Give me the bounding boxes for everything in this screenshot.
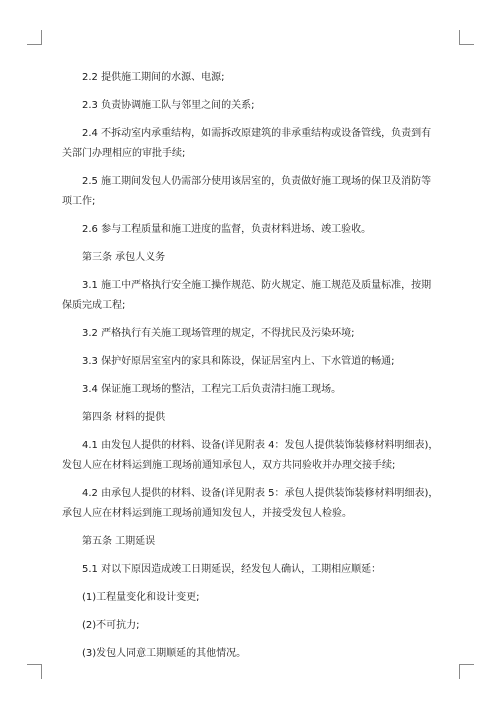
paragraph-line: (3)发包人同意工期顺延的其他情况。 bbox=[82, 648, 247, 659]
paragraph-line: 3.3 保护好原居室室内的家具和陈设，保证居室内上、下水管道的畅通; bbox=[82, 356, 395, 367]
paragraph bbox=[82, 352, 442, 372]
paragraph bbox=[62, 484, 442, 524]
crop-mark-bottom-left bbox=[27, 664, 42, 679]
paragraph bbox=[82, 588, 442, 608]
paragraph-line: (2)不可抗力; bbox=[82, 620, 140, 631]
paragraph bbox=[62, 172, 442, 212]
paragraph-line-continuation: 保质完成工程; bbox=[62, 300, 126, 311]
paragraph bbox=[62, 436, 442, 476]
paragraph-line: 2.5 施工期间发包人仍需部分使用该居室的，负责做好施工现场的保卫及消防等 bbox=[82, 176, 432, 187]
document-body bbox=[62, 68, 442, 672]
paragraph-line: 2.3 负责协调施工队与邻里之间的关系; bbox=[82, 100, 255, 111]
paragraph bbox=[82, 408, 442, 428]
crop-mark-top-right bbox=[459, 30, 474, 45]
paragraph-line: 3.4 保证施工现场的整洁，工程完工后负责清扫施工现场。 bbox=[82, 384, 342, 395]
paragraph bbox=[82, 220, 442, 240]
paragraph-line-continuation: 发包人应在材料运到施工现场前通知承包人，双方共同验收并办理交接手续; bbox=[62, 460, 396, 471]
paragraph bbox=[82, 324, 442, 344]
paragraph-line-continuation: 关部门办理相应的审批手续; bbox=[62, 148, 186, 159]
crop-mark-bottom-right bbox=[459, 664, 474, 679]
paragraph-line: 2.4 不拆动室内承重结构，如需拆改原建筑的非承重结构或设备管线，负责到有 bbox=[82, 128, 432, 139]
paragraph bbox=[82, 248, 442, 268]
paragraph-line: 第三条 承包人义务 bbox=[82, 252, 166, 263]
paragraph-line: 第五条 工期延误 bbox=[82, 536, 156, 547]
paragraph-line: 2.2 提供施工期间的水源、电源; bbox=[82, 72, 225, 83]
paragraph-line: 3.1 施工中严格执行安全施工操作规范、防火规定、施工规范及质量标准，按期 bbox=[82, 280, 432, 291]
paragraph bbox=[82, 380, 442, 400]
paragraph bbox=[82, 616, 442, 636]
paragraph-line: 4.1 由发包人提供的材料、设备(详见附表 4：发包人提供装饰装修材料明细表)， bbox=[82, 440, 439, 451]
paragraph-line: 5.1 对以下原因造成竣工日期延误，经发包人确认，工期相应顺延： bbox=[82, 564, 382, 575]
paragraph-line: 2.6 参与工程质量和施工进度的监督，负责材料进场、竣工验收。 bbox=[82, 224, 372, 235]
paragraph bbox=[82, 532, 442, 552]
paragraph-line: 第四条 材料的提供 bbox=[82, 412, 166, 423]
paragraph bbox=[62, 124, 442, 164]
paragraph bbox=[82, 560, 442, 580]
paragraph bbox=[82, 68, 442, 88]
paragraph-line-continuation: 项工作; bbox=[62, 196, 96, 207]
paragraph bbox=[82, 96, 442, 116]
paragraph-line: 4.2 由承包人提供的材料、设备(详见附表 5：承包人提供装饰装修材料明细表)， bbox=[82, 488, 439, 499]
paragraph bbox=[82, 644, 442, 664]
paragraph bbox=[62, 276, 442, 316]
paragraph-line: (1)工程量变化和设计变更; bbox=[82, 592, 200, 603]
paragraph-line-continuation: 承包人应在材料运到施工现场前通知发包人，并接受发包人检验。 bbox=[62, 508, 352, 519]
paragraph-line: 3.2 严格执行有关施工现场管理的规定，不得扰民及污染环境; bbox=[82, 328, 355, 339]
crop-mark-top-left bbox=[27, 30, 42, 45]
